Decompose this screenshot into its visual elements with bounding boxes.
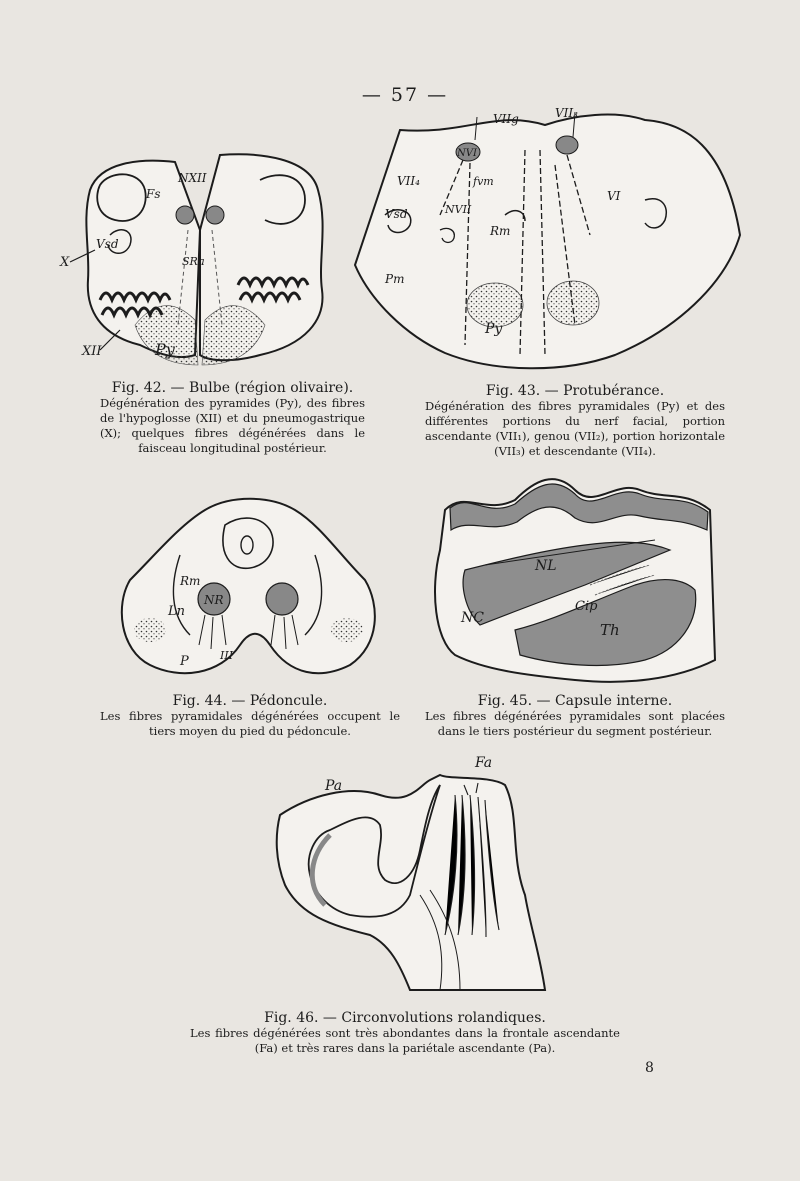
figure-42-caption [100, 380, 365, 456]
figure-43-caption [425, 383, 725, 459]
label-th: Th [600, 621, 620, 639]
label-pm: Pm [385, 272, 405, 286]
figure-44-drawing [110, 495, 385, 685]
figure-45-caption [425, 693, 725, 739]
figure-46-title: Fig. 46. — Circonvolutions rolandiques. [264, 1010, 546, 1026]
label-pa: Pa [325, 778, 343, 794]
figure-45-title: Fig. 45. — Capsule interne. [477, 693, 673, 709]
label-rm: Rm [490, 224, 511, 238]
label-py: Py [155, 340, 175, 359]
label-vii-4: VII₄ [397, 174, 420, 188]
figure-43-drawing [345, 105, 745, 380]
label-cip: Cip [575, 599, 598, 614]
figure-46-drawing [270, 755, 560, 995]
label-fs: Fs [146, 187, 161, 201]
figure-46-circonvolutions [270, 755, 560, 995]
figure-43-title: Fig. 43. — Protubérance. [485, 383, 665, 399]
label-nl: NL [535, 558, 557, 574]
figure-42-description: Dégénération des pyramides (Py), des fibres de l'hypoglosse (XII) et du pneumogastrique (X); quelques fibres dégénérées dans le faisceau longitudinal postérieur. [100, 396, 365, 455]
label-ln: Ln [168, 604, 186, 619]
figure-45-description: Les fibres dégénérées pyramidales sont placées dans le tiers postérieur du segment postérieur. [425, 709, 725, 738]
label-vsd: Vsd [385, 207, 408, 221]
label-rm: Rm [180, 574, 201, 588]
label-vi: VI [607, 189, 621, 203]
label-fa: Fa [475, 755, 493, 771]
sheet-number: 8 [645, 1060, 654, 1076]
label-py: Py [485, 321, 503, 337]
label-nr: NR [204, 593, 224, 607]
label-vii-3: VII₃ [555, 106, 578, 120]
label-nvii: NVII [445, 203, 472, 216]
figure-45-capsule-interne [425, 470, 725, 685]
figure-43-protuberance [345, 105, 745, 380]
page-number: — 57 — [361, 84, 449, 106]
label-vsd: Vsd [96, 237, 119, 251]
figure-42-bulbe [60, 150, 340, 370]
figure-44-title: Fig. 44. — Pédoncule. [172, 693, 328, 709]
figure-46-caption [190, 1010, 620, 1056]
label-nc: NC [461, 610, 484, 626]
label-x: X [60, 255, 70, 270]
label-fvm: fvm [473, 175, 494, 188]
label-iii: III [220, 649, 234, 662]
label-nxii: NXII [178, 171, 207, 185]
figure-46-description: Les fibres dégénérées sont très abondantes dans la frontale ascendante (Fa) et très rares dans la pariétale ascendante (Pa). [190, 1026, 620, 1055]
figure-43-description: Dégénération des fibres pyramidales (Py) et des différentes portions du nerf facial, portion ascendante (VII₁), genou (VII₂), portion horizontale (VII₃) et descendante (VII₄). [425, 399, 725, 458]
label-xii: XII [82, 344, 102, 359]
label-nvi: NVI [457, 148, 477, 159]
label-sra: SRa [182, 255, 205, 268]
figure-44-caption [100, 693, 400, 739]
figure-44-pedoncule [110, 495, 385, 685]
label-p: P [180, 654, 189, 669]
label-vii-g: VIIg [493, 112, 519, 126]
figure-42-title: Fig. 42. — Bulbe (région olivaire). [111, 380, 354, 396]
figure-42-drawing [60, 150, 340, 370]
figure-45-drawing [425, 470, 725, 685]
figure-44-description: Les fibres pyramidales dégénérées occupent le tiers moyen du pied du pédoncule. [100, 709, 400, 738]
